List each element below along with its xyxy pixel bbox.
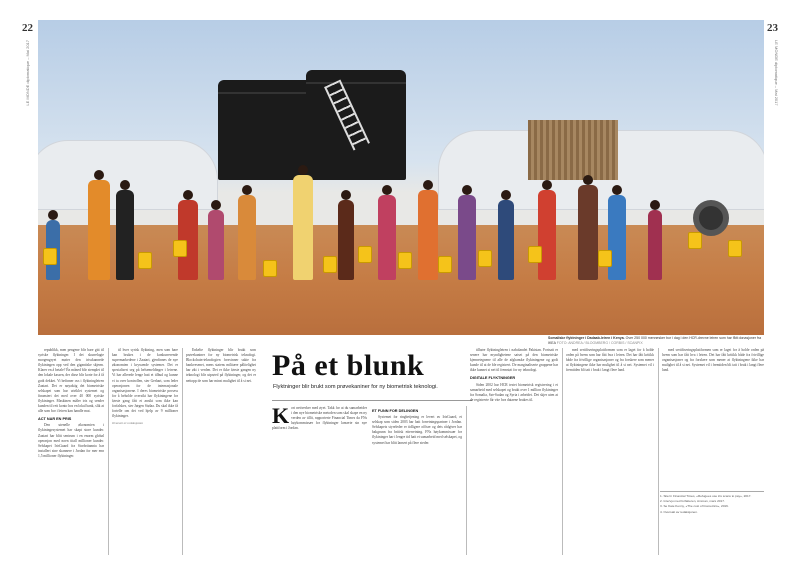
footnote: 3. Se Kate Kenny, «The cost of biometrics», 2016.: [660, 504, 729, 509]
jerrycan: [173, 240, 187, 257]
column-divider: [658, 348, 659, 555]
drop-cap: K: [272, 403, 290, 428]
footnote: 2. Intervju med forfatteren, Amman, mars 2017.: [660, 499, 725, 504]
side-label-left: LE MONDE diplomatique – Mai 2017: [25, 40, 30, 106]
footnote: 4. Oversatt av redaksjonen.: [660, 509, 698, 514]
person: [378, 195, 396, 280]
tractor-wheel: [693, 200, 729, 236]
article-lead: [272, 403, 367, 431]
person: [418, 190, 438, 280]
page-number-right: 23: [767, 22, 778, 34]
column-divider: [182, 348, 183, 555]
column-divider: [562, 348, 563, 555]
article-column-6: [566, 348, 654, 555]
refugee-camp-photo: [38, 20, 764, 335]
jerrycan: [358, 246, 372, 263]
person: [648, 210, 662, 280]
article-column-2: [112, 348, 178, 555]
person: [116, 190, 134, 280]
jerrycan: [688, 232, 702, 249]
person: [538, 190, 556, 280]
person: [608, 195, 626, 280]
article-headline: På et blunk: [272, 349, 425, 382]
column-divider: [108, 348, 109, 555]
article-column-3: [186, 348, 256, 555]
article-column-4: [372, 406, 462, 555]
column-text: republikk, men pengene blir bare gitt til syriske flyktninger. I det skurrelagte morgengryet møter den irisskannede flyktningen opp ved den gigantiske skjerm. Klarer en å betale? Én måned blir stemplet til den lokale kassen, der disse blir korte for å få godt dekket. Vi befinner oss i flyktningleiren Zaatari. Det er nøyaktig det biometriske selskapet som har utviklet systemet og finansiert det med over 40 000 syriske flyktninger. Maskinen måler iris og sender kunden til rett konto hos en lokal bank, slik at alle som bor i leiren kan handle mat.: [38, 348, 104, 414]
jerrycan: [528, 246, 542, 263]
jerrycan: [263, 260, 277, 277]
jerrycan: [323, 256, 337, 273]
footnote: 1. Sitert i Financial Times, «Refugees use iris scans to pay», 2017.: [660, 494, 752, 498]
article-column-5: [470, 348, 558, 555]
article-column-7: [662, 348, 764, 488]
person: [338, 200, 354, 280]
footnotes: [660, 491, 764, 515]
person: [578, 185, 598, 280]
column-divider: [466, 406, 467, 555]
column-text: Systemet for ringbetjening er levert av IrisGuard, et selskap som siden 2003 har hatt forretningspartner i Jordan. Selskapets styreleder er tidligere offiser og dets rådgiver har bakgrunn fra britisk etterretning. FNs høykommissær for flyktninger har i lengre tid hatt et samarbeid med selskapet, og systemet har blitt lansert på flere steder.: [372, 415, 462, 445]
jerrycan: [598, 250, 612, 267]
jerrycan: [138, 252, 152, 269]
jerrycan: [728, 240, 742, 257]
person: [293, 175, 313, 280]
jerrycan: [398, 252, 412, 269]
photo-credit: FOTO: ANDREA / BLOOMBERG / CORBIS / SCANPIX: [556, 340, 643, 345]
section-heading: DIGITALE FLYKTNINGER: [470, 376, 516, 381]
article-column-1: [38, 348, 104, 555]
column-text: med sertifiseringsplattformen som er laget for å holde orden på hvem som har fått hva i leiren. Det har fått kritikk både fra frivillige organisasjoner og fra forskere som mener at flyktningene ikke har mulighet til å si nei. Systemet vil i fremtiden bli tatt i bruk i langt flere land.: [662, 348, 764, 373]
column-text: Enkelte flyktninger blir brukt som prøvekaniner for ny biometrisk teknologi. Blockchain-teknologien forsvinner sakte fra bankvesenet, mens statens militære pålitelighet har økt i verden. Det er ikke første gangen ny teknologi blir utprøvd på flyktninger, og det er nettopp de som har minst mulighet til å si nei.: [186, 348, 256, 383]
column-text: Den utenelle økonomien i flyktningesystemet har skapt store kunder. Zaatari har blitt sentrum i en enorm global operasjon med noen titall millioner kunder. Selskapet IrisGuard fra Storbritannia har installert sine skannere i Jordan for mer enn 1,5 millioner flyktninger.: [38, 423, 104, 458]
caption-bold: Somaliske flyktninger i Dadaab-leiren i Kenya.: [548, 336, 625, 340]
headline-rule: [272, 400, 472, 401]
section-heading: ET FUNN FOR DELINGEN: [372, 409, 419, 413]
page-number-left: 22: [22, 22, 33, 34]
person: [458, 195, 476, 280]
jerrycan: [478, 250, 492, 267]
column-text: tilhøre flyktningleiren i nabolandet Pakistan. Fortsatt er senere har myndighetene satset på den biometriske kjennetegnene til alle de afghanske flyktningene og godt kunde til at de ble registrert. De marginaliserte gruppene har ikke kunnet si nei til fremstøt for ny teknologi.: [470, 348, 558, 373]
column-text: Siden 2002 har HCR testet biometrisk registrering i et samarbeid med selskapet og brukt over 1 million flyktninger fra Somalia, Sør-Sudan og Syria i arbeidet. Det skjer uten at de registrerte får vite hva dataene brukes til.: [470, 382, 558, 402]
section-heading: ACT NAR EN PRIS: [38, 417, 72, 422]
jerrycan: [438, 256, 452, 273]
caption-text: Over 250 000 mennesker bor i dag i den HCR-drevne leiren som har fått donasjoner fra IKEA: [548, 336, 762, 345]
photo-caption: [548, 336, 764, 345]
column-text: med sertifiseringsplattformen som er laget for å holde orden på hvem som har fått hva i leiren. Det har fått kritikk både fra frivillige organisasjoner og fra forskere som mener at flyktningene ikke har mulighet til å si nei. Systemet vil i fremtiden bli tatt i bruk i langt flere land.: [566, 348, 654, 373]
person: [88, 180, 110, 280]
jerrycan: [43, 248, 57, 265]
article-subhead: Flyktninger blir brukt som prøvekaniner for ny biometrisk teknologi.: [273, 384, 438, 390]
column-text: til hver syrisk flyktning, men som bare kan brukes i de konkurrerende supermarkedene i Zaatari, gjenfinnes de nye økonomien i kryssende systemer. Det er spesialisert seg på helsemeldinger i leirene. Vi har allerede lenge hatt et tilbud og kunne vi ta over kontrollen, sier Gerhart, som leder operasjonen for de internasjonale organisasjonene. I deres biometriske prosess for å beholde oversikt har flyktningene for første gang fått et ansikt som ikke kan forfalskes, sier Jørgen Stølaa. Du skal ikke få fortelle om det ved hjelp av 9 millioner flyktninger.: [112, 348, 178, 419]
person: [238, 195, 256, 280]
lead-text: ort nettverker med øyet. Takk for at du samarbeider i den nye biometriske metoden som skal skape en ny verden av tillit, rapporterte Financial Times da FNs høykommissær for flyktninger lanserte sin nye plattform i Jordan.: [272, 406, 367, 431]
person: [498, 200, 514, 280]
side-label-right: LE MONDE diplomatique – Mai 2017: [774, 40, 779, 106]
translator-byline: Oversatt av redaksjonen: [112, 421, 143, 426]
person: [208, 210, 224, 280]
